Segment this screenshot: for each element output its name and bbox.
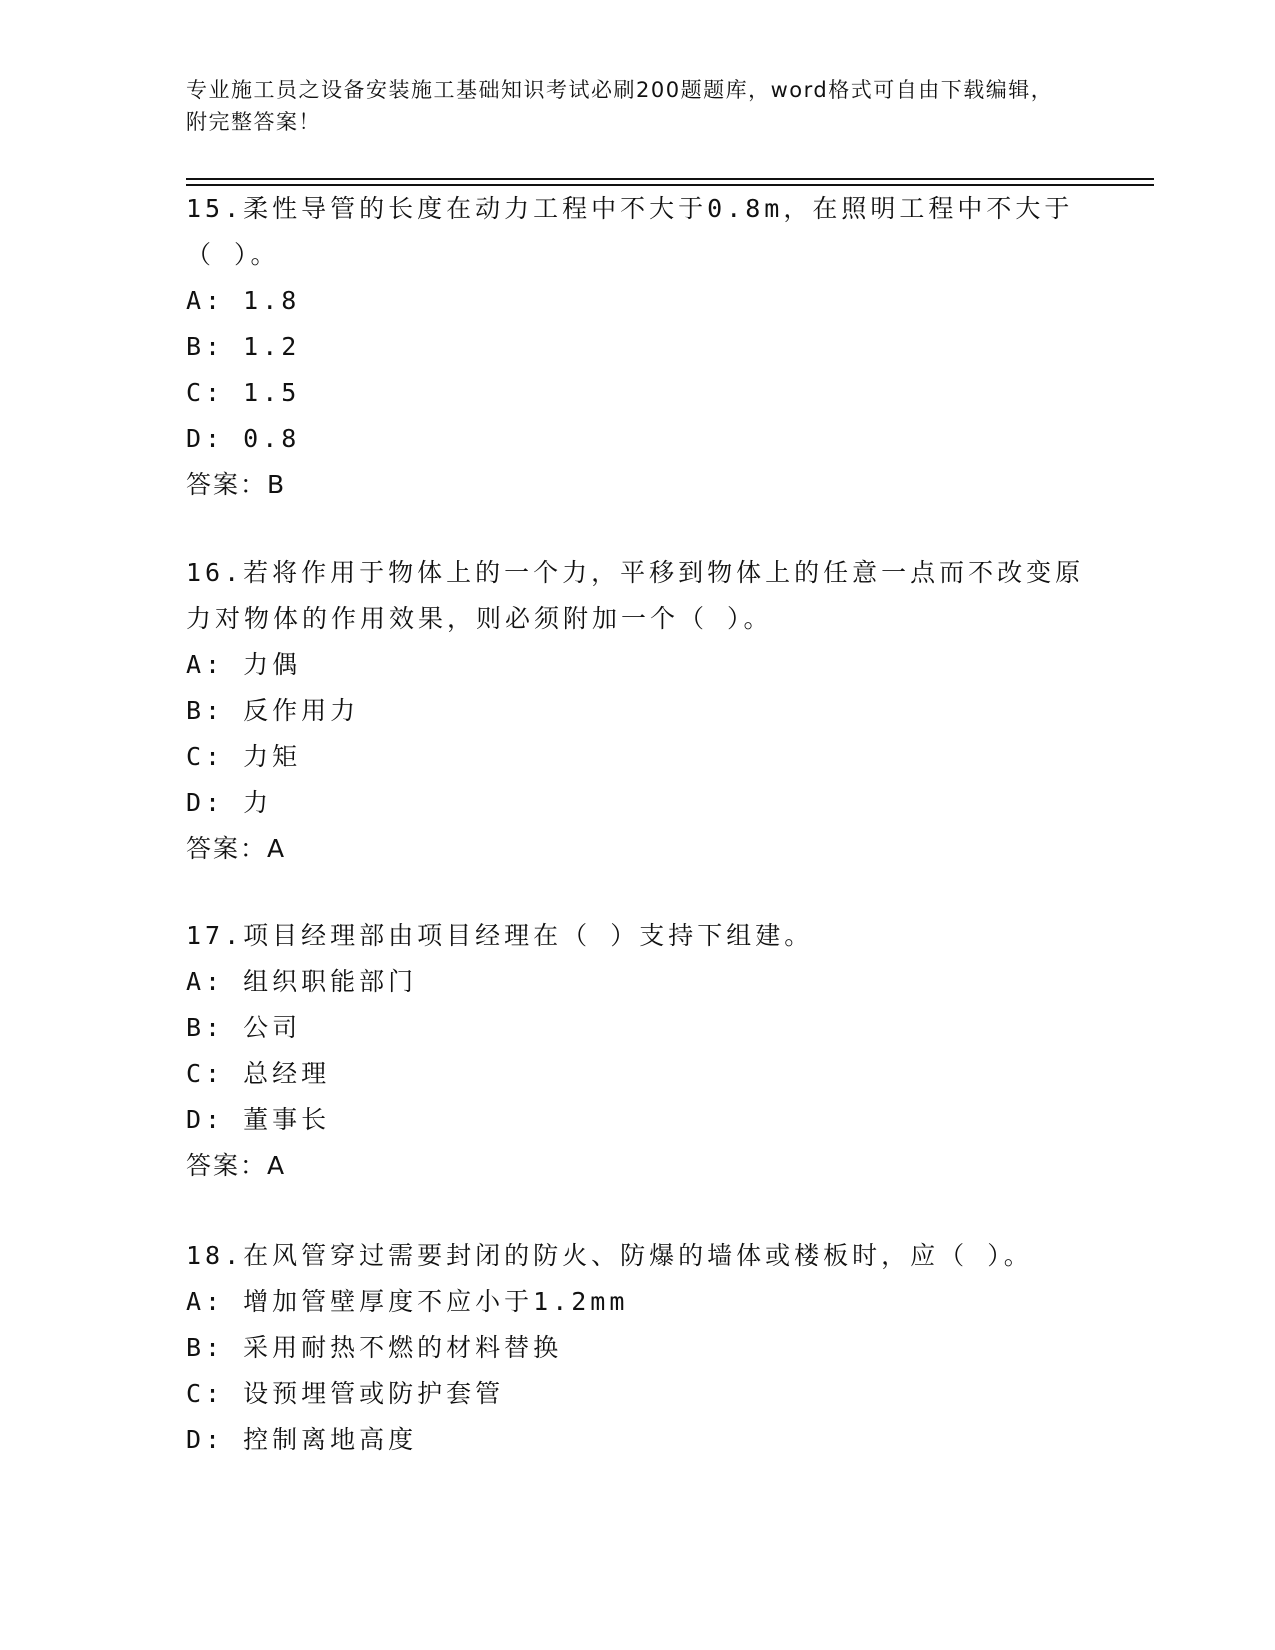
option-d: D: 0.8 <box>186 424 301 453</box>
option-b: B: 公司 <box>186 1013 302 1042</box>
header-divider-top <box>186 178 1154 180</box>
option-a: A: 1.8 <box>186 286 301 315</box>
answer: 答案：A <box>186 834 287 863</box>
question-18 <box>186 1233 1086 1463</box>
question-stem: 17.项目经理部由项目经理在（ ）支持下组建。 <box>186 921 814 950</box>
question-17 <box>186 913 1086 1189</box>
option-c: C: 1.5 <box>186 378 301 407</box>
answer: 答案：A <box>186 1151 287 1180</box>
option-a: A: 增加管壁厚度不应小于1.2mm <box>186 1287 629 1316</box>
question-stem: 16.若将作用于物体上的一个力，平移到物体上的任意一点而不改变原力对物体的作用效果，则必须附加一个（ ）。 <box>186 558 1085 633</box>
option-a: A: 组织职能部门 <box>186 967 418 996</box>
option-c: C: 总经理 <box>186 1059 331 1088</box>
answer: 答案：B <box>186 470 287 499</box>
option-b: B: 采用耐热不燃的材料替换 <box>186 1333 563 1362</box>
option-a: A: 力偶 <box>186 650 302 679</box>
option-c: C: 设预埋管或防护套管 <box>186 1379 505 1408</box>
option-c: C: 力矩 <box>186 742 302 771</box>
option-b: B: 反作用力 <box>186 696 360 725</box>
question-15 <box>186 186 1086 508</box>
question-16 <box>186 550 1086 872</box>
option-b: B: 1.2 <box>186 332 301 361</box>
option-d: D: 力 <box>186 788 273 817</box>
option-d: D: 控制离地高度 <box>186 1425 418 1454</box>
question-stem: 18.在风管穿过需要封闭的防火、防爆的墙体或楼板时，应（ ）。 <box>186 1241 1033 1270</box>
question-stem: 15.柔性导管的长度在动力工程中不大于0.8m，在照明工程中不大于（ ）。 <box>186 194 1074 269</box>
option-d: D: 董事长 <box>186 1105 331 1134</box>
document-title: 专业施工员之设备安装施工基础知识考试必刷200题题库，word格式可自由下载编辑，附完整答案！ <box>186 78 1054 134</box>
